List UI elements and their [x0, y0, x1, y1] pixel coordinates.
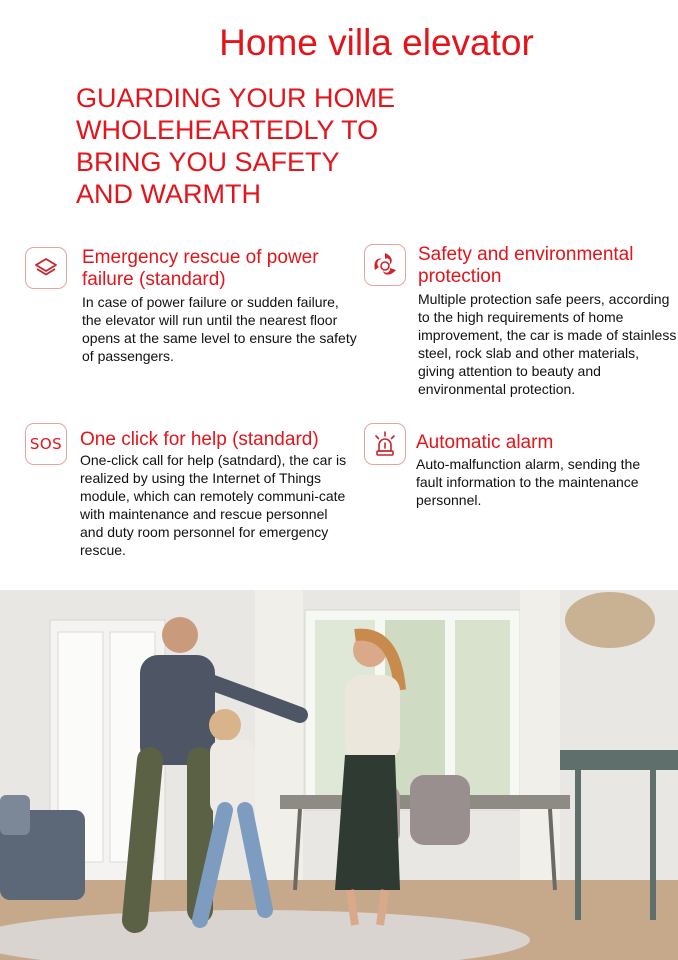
headline-line: BRING YOU SAFETY [76, 147, 340, 177]
headline [76, 82, 496, 210]
feature-description: Auto-malfunction alarm, sending the fault information to the maintenance personnel. [416, 456, 641, 508]
swirl-logo-icon [364, 244, 406, 286]
feature-description: In case of power failure or sudden failure, the elevator will run until the nearest floor opens at the same level to ensure the safety of passengers. [82, 294, 357, 364]
sos-icon [25, 423, 67, 465]
page-title: Home villa elevator [219, 22, 534, 63]
feature-title: Safety and environmental protection [418, 244, 634, 287]
layers-icon [25, 247, 67, 289]
headline-line: AND WARMTH [76, 179, 261, 209]
sos-icon-label: SOS [29, 435, 63, 453]
feature-title: One click for help (standard) [80, 429, 319, 450]
headline-line: WHOLEHEARTEDLY TO [76, 115, 379, 145]
feature-description: Multiple protection safe peers, according to the high requirements of home improvement, the car is made of stainless steel, rock slab and other materials, giving attention to beauty and environmental protection. [418, 291, 677, 397]
feature-description: One-click call for help (satndard), the car is realized by using the Internet of Things module, which can remotely communi-cate with maintenance and rescue personnel and duty room personnel for emergency rescue. [80, 452, 347, 558]
photo-illustration [0, 590, 678, 960]
feature-title: Emergency rescue of power failure (standard) [82, 247, 319, 290]
alarm-light-icon [364, 423, 406, 465]
feature-title: Automatic alarm [416, 432, 554, 453]
family-living-room-photo [0, 590, 678, 960]
headline-line: GUARDING YOUR HOME [76, 83, 396, 113]
